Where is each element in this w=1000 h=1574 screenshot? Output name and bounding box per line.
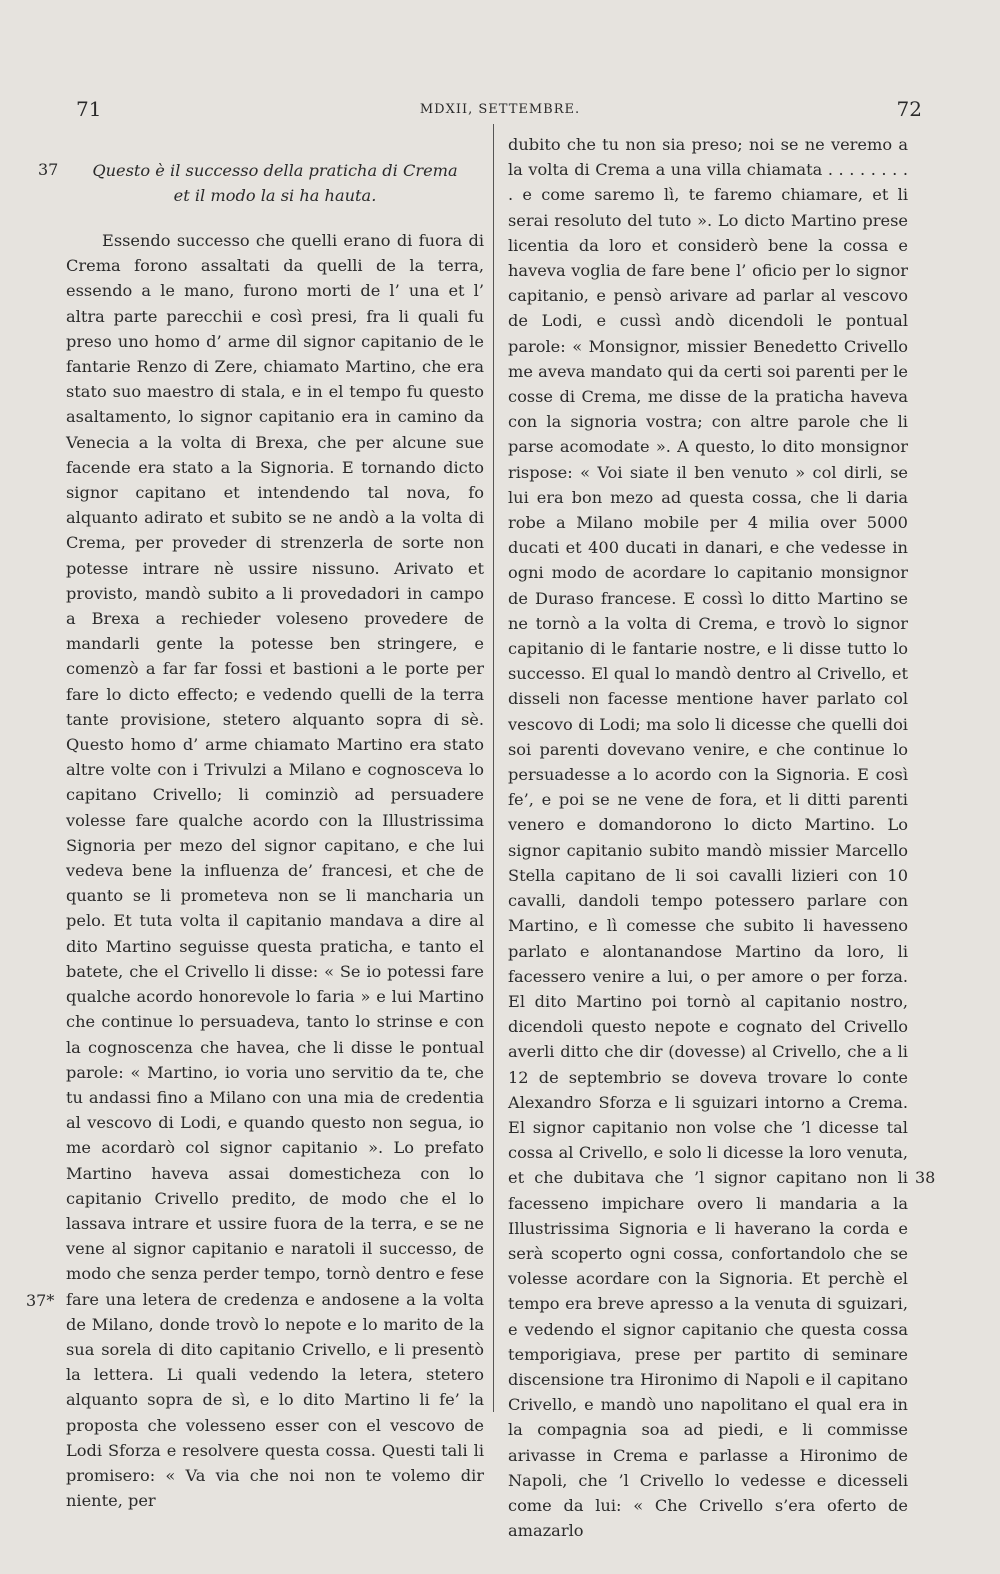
left-paragraph: Essendo successo che quelli erano di fuora di Crema forono assaltati da quelli de la terra, essendo a le mano, furono morti de l’ una et l’ altra parte parecchii e così presi, fra li quali fu preso uno homo d’ arme dil signor capitanio de le fantarie Renzo di Zere, chiamato Martino, che era stato suo maestro di stala, e in el tempo fu questo asaltamento, lo signor capitanio era in camino da Venecia a la volta di Brexa, che per alcune sue facende era stato a la Signoria. E tornando dicto signor capitano et intendendo tal nova, fo alquanto adirato et subito se ne andò a la volta di Crema, per proveder di strenzerla de sorte non potesse intrare nè ussire nissuno. Arivato et provisto, mandò subito a li provedadori in campo a Brexa a rechieder voleseno provedere de mandarli gente la potesse ben stringere, e comenzò a far far fossi et bastioni a le porte per fare lo dicto effecto; e vedendo quelli de la terra tante provisione, stetero alquanto sopra di sè. Questo homo d’ arme chiamato Martino era stato altre volte con i Trivulzi a Milano e cognosceva lo capitano Crivello; li cominziò ad persuadere volesse fare qualche acordo con la Illustrissima Signoria per mezo del signor capitano, e che lui vedeva bene la influenza de’ francesi, et che de quanto se li prometeva non se li mancharia un pelo. Et tuta volta il capitanio mandava a dire al dito Martino seguisse questa praticha, e tanto el batete, che el Crivello li disse: « Se io potessi fare qualche acordo honorevole lo faria » e lui Martino che continue lo persuadeva, tanto lo strinse e con la cognoscenza che havea, che li disse le pontual parole: « Martino, io voria uno servitio da te, che tu andassi fino a Milano con una mia de credentia al vescovo di Lodi, e quando questo non segua, io me acordarò col signor capitanio ». Lo prefato Martino haveva assai domesticheza con lo capitanio Crivello predito, de modo che el lo lassava intrare et ussire fuora de la terra, e se ne vene al signor capitanio e naratoli il successo, de modo che senza perder tempo, tornò dentro e fese fare una letera de credenza e andosene a la volta de Milano, donde trovò lo nepote e lo marito de la sua sorela di dito capitanio Crivello, e li presentò la lettera. Li quali vedendo la letera, stetero alquanto sopra de sì, e lo dito Martino li fe’ la proposta che volesseno esser con el vescovo de Lodi Sforza e resolvere questa cossa. Questi tali li promisero: « Va via che noi non te volemo dir niente, per (66, 231, 484, 1511)
page-number-left: 71 (76, 97, 102, 121)
right-column (508, 132, 908, 1543)
page-number-right: 72 (896, 97, 922, 121)
section-title-line-2: et il modo la si ha hauta. (173, 186, 377, 205)
margin-note-37: 37 (38, 160, 59, 179)
margin-note-37-star: 37* (26, 1291, 55, 1310)
page-header (0, 97, 1000, 127)
running-title: MDXII, SETTEMBRE. (419, 102, 581, 117)
section-title (66, 158, 484, 208)
section-title-line-1: Questo è il successo della praticha di Crema (92, 161, 458, 180)
column-divider (493, 124, 494, 1412)
margin-note-38: 38 (915, 1168, 936, 1187)
right-paragraph: dubito che tu non sia preso; noi se ne veremo a la volta di Crema a una villa chiamata . . . . . . . . . e come saremo lì, te faremo chiamare, et li serai resoluto del tuto ». Lo dicto Martino prese licentia da loro et considerò bene la cossa e haveva voglia de fare bene l’ oficio per lo signor capitanio, e pensò arivare ad parlar al vescovo de Lodi, e cussì andò dicendoli le pontual parole: « Monsignor, missier Benedetto Crivello me aveva mandato qui da certi soi parenti per le cosse di Crema, me disse de la praticha haveva con la signoria vostra; con altre parole che li parse acomodate ». A questo, lo dito monsignor rispose: « Voi siate il ben venuto » col dirli, se lui era bon mezo ad questa cossa, che li daria robe a Milano mobile per 4 milia over 5000 ducati et 400 ducati in danari, e che vedesse in ogni modo de acordare lo capitanio monsignor de Duraso francese. E cossì lo ditto Martino se ne tornò a la volta di Crema, e trovò lo signor capitanio di le fantarie nostre, e li disse tutto lo successo. El qual lo mandò dentro al Crivello, et disseli non facesse mentione haver parlato col vescovo di Lodi; ma solo li dicesse che quelli doi soi parenti dovevano venire, e che continue lo persuadesse a lo acordo con la Signoria. E così fe’, e poi se ne vene de fora, et li ditti parenti venero e domandorono lo dicto Martino. Lo signor capitanio subito mandò missier Marcello Stella capitano de li soi cavalli lizieri con 10 cavalli, dandoli tempo potessero parlare con Martino, e lì comesse che subito li havesseno parlato e alontanandose Martino da loro, li facessero venire a lui, o per amore o per forza. El dito Martino poi tornò al capitanio nostro, dicendoli questo nepote e cognato del Crivello averli ditto che dir (dovesse) al Crivello, che a li 12 de septembrio se doveva trovare lo conte Alexandro Sforza e li sguizari intorno a Crema. El signor capitanio non volse che ’l dicesse tal cossa al Crivello, e solo li dicesse la loro venuta, et che dubitava che ’l signor capitano non li facesseno impichare overo li mandaria a la Illustrissima Signoria e li haverano la corda e serà scoperto ogni cossa, confortandolo che se volesse acordare con la Signoria. Et perchè el tempo era breve apresso a la venuta di sguizari, e vedendo el signor capitanio che questa cossa temporigiava, prese per partito di seminare discensione tra Hironimo di Napoli e il capitano Crivello, e mandò uno napolitano el qual era in la compagnia soa ad piedi, e li commisse arivasse in Crema e parlasse a Hironimo de Napoli, che ’l Crivello lo vedesse e dicesseli come da lui: « Che Crivello s’era oferto de amazarlo (508, 135, 908, 1541)
left-column (66, 158, 484, 1513)
